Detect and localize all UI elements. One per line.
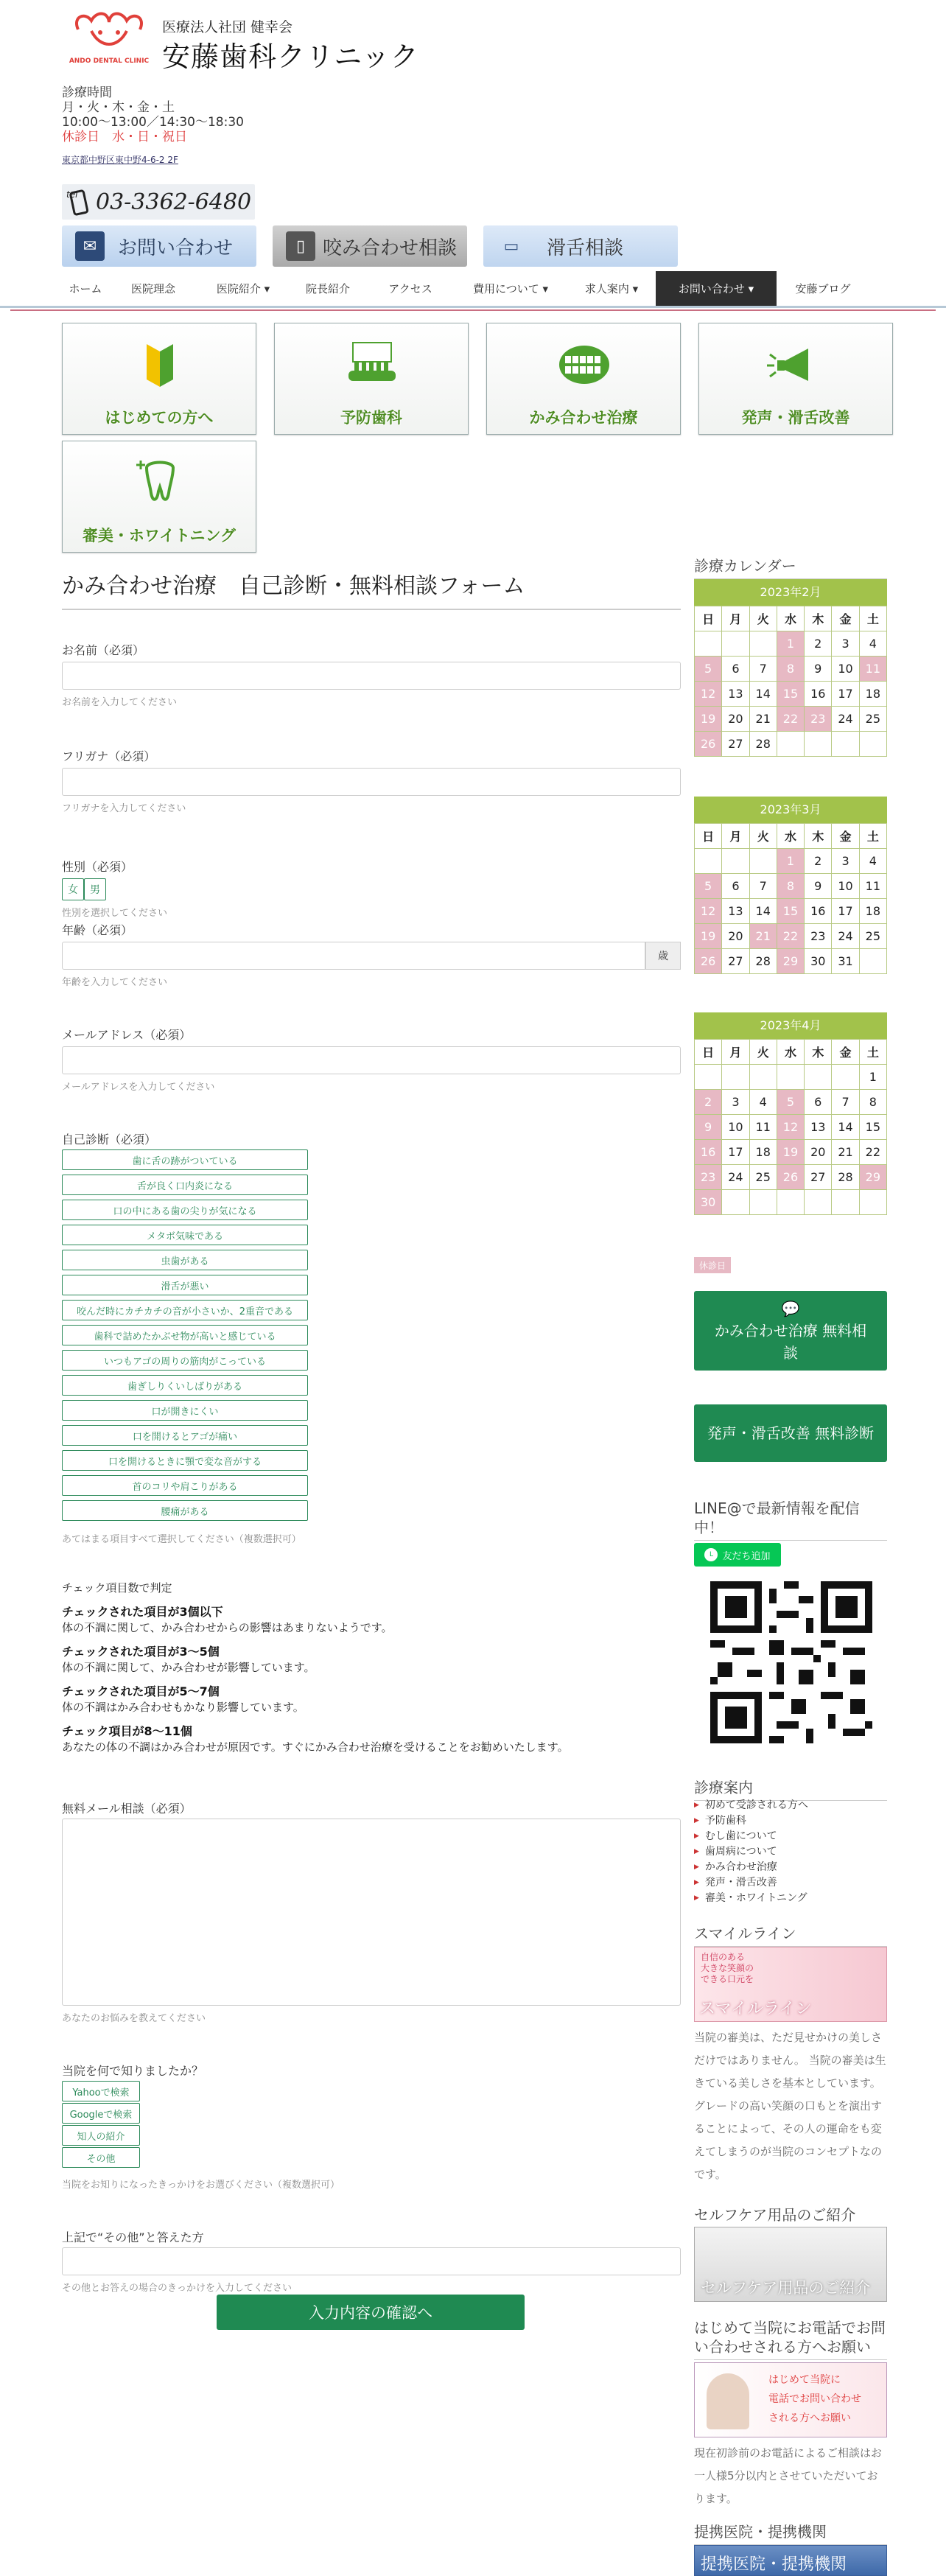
calendar-day: 29 [859, 1165, 886, 1190]
line-qr-code[interactable] [710, 1581, 872, 1743]
source-option[interactable]: Yahooで検索 [62, 2081, 140, 2101]
calendar-day: 9 [805, 874, 832, 899]
calendar-day: 17 [832, 899, 859, 924]
weekday-header: 火 [749, 606, 777, 631]
logo-text: ANDO DENTAL CLINIC [69, 57, 150, 65]
calendar-day: 7 [749, 657, 777, 682]
weekday-header: 日 [695, 606, 722, 631]
calendar-day [695, 849, 722, 874]
tile-speech[interactable]: 発声・滑舌改善 [698, 323, 893, 435]
megaphone-icon [767, 340, 826, 390]
calendar-day: 14 [749, 682, 777, 707]
calendar-day: 16 [695, 1140, 722, 1165]
menu-item[interactable]: ▶ 予防歯科 [694, 1813, 808, 1829]
submit-button[interactable]: 入力内容の確認へ [217, 2295, 525, 2330]
teeth-icon [555, 340, 614, 390]
nav-director[interactable]: 院長紹介 [305, 282, 350, 295]
calendar-day: 4 [859, 849, 886, 874]
calendar-day: 29 [777, 949, 804, 974]
weekday-header: 月 [722, 1040, 749, 1065]
menu-item[interactable]: ▶ 発声・滑舌改善 [694, 1875, 808, 1891]
calendar-day [805, 1065, 832, 1090]
nav-contact[interactable]: お問い合わせ ▾ [656, 271, 777, 306]
beginner-mark-icon [130, 340, 189, 390]
name-input[interactable] [62, 662, 681, 690]
calendar-day [777, 1065, 804, 1090]
diag-option[interactable]: 首のコリや肩こりがある [62, 1475, 308, 1496]
calendar-day: 7 [832, 1090, 859, 1115]
source-label: 当院を何で知りましたか？ [62, 2064, 204, 2078]
mail-icon: ✉ [75, 231, 105, 261]
calendar-day: 24 [832, 707, 859, 732]
calendar-day: 23 [805, 707, 832, 732]
calendar-day: 15 [777, 682, 804, 707]
weekday-header: 木 [805, 1040, 832, 1065]
name-label: お名前（必須） [62, 643, 145, 657]
calendar-day: 5 [777, 1090, 804, 1115]
mail-label: 無料メール相談（必須） [62, 1802, 192, 1816]
line-heading: LINE@で最新情報を配信中！ [694, 1499, 887, 1541]
calendar-day: 20 [722, 707, 749, 732]
calendar-day: 4 [859, 631, 886, 657]
calendar-day: 9 [695, 1115, 722, 1140]
calendar-day [695, 631, 722, 657]
source-option[interactable]: 知人の紹介 [62, 2125, 140, 2146]
source-checklist [62, 2081, 140, 2169]
partner-banner[interactable]: 提携医院・提携機関 [694, 2545, 887, 2576]
calendar-day: 5 [695, 874, 722, 899]
calendar-day [805, 732, 832, 757]
calendar-day: 1 [859, 1065, 886, 1090]
calendar-day: 28 [749, 732, 777, 757]
calendar-day [722, 1065, 749, 1090]
calendar-day [722, 1190, 749, 1215]
diag-option[interactable]: 虫歯がある [62, 1250, 308, 1270]
calendar-day: 19 [777, 1140, 804, 1165]
clinic-corporation: 医療法人社団 健幸会 [162, 19, 293, 35]
calendar-day: 16 [805, 899, 832, 924]
nav-home[interactable]: ホーム [69, 282, 102, 295]
global-nav [0, 271, 946, 308]
calendar-day: 12 [695, 899, 722, 924]
calendar-day: 10 [832, 657, 859, 682]
age-input[interactable] [62, 942, 645, 970]
calendar-day [749, 631, 777, 657]
calendar-table [694, 1012, 887, 1215]
calendar-day: 27 [805, 1165, 832, 1190]
hours-label: 診療時間 [62, 85, 112, 100]
svg-text:tel: tel [66, 189, 78, 200]
selfcare-banner[interactable]: セルフケア用品のご紹介 [694, 2227, 887, 2302]
chat-bubble-icon: ▭ [503, 237, 519, 256]
gender-label: 性別（必須） [62, 860, 133, 874]
calendar-day [832, 1065, 859, 1090]
calendar-day: 14 [832, 1115, 859, 1140]
calendar-day [832, 1190, 859, 1215]
calendar-day: 11 [859, 657, 886, 682]
email-label: メールアドレス（必須） [62, 1028, 192, 1042]
calendar-month: 2023年3月 [694, 797, 887, 823]
calendar-table [694, 797, 887, 974]
diag-option[interactable]: 口が開きにくい [62, 1400, 308, 1421]
nav-blog[interactable]: 安藤ブログ [795, 282, 851, 295]
weekday-header: 火 [749, 824, 777, 849]
contact-button[interactable]: ✉ お問い合わせ [62, 225, 256, 267]
weekday-header: 水 [777, 606, 804, 631]
calendar-day: 8 [777, 657, 804, 682]
calendar-day [749, 1190, 777, 1215]
kana-label: フリガナ（必須） [62, 749, 156, 763]
diag-option[interactable]: 口を開けるときに顎で変な音がする [62, 1450, 308, 1471]
smile-text: 当院の審美は、ただ見せかけの美しさだけではありません。 当院の審美は生きている美しさを基本としています。 グレードの高い笑顔の口もとを演出することによって、その人の運命をも変えてしまうのが当院のコンセプトなのです。 [694, 2031, 886, 2181]
diag-option[interactable]: 歯ぎしりくいしばりがある [62, 1375, 308, 1396]
calendar-day: 6 [722, 874, 749, 899]
calendar-day: 8 [777, 874, 804, 899]
diag-checklist [62, 1149, 308, 1525]
calendar-day [805, 1190, 832, 1215]
clinic-logo[interactable] [65, 9, 153, 71]
calendar-day: 5 [695, 657, 722, 682]
calendar-day: 22 [777, 707, 804, 732]
kana-input[interactable] [62, 768, 681, 796]
diag-option[interactable]: 腰痛がある [62, 1500, 308, 1521]
calendar-day: 28 [832, 1165, 859, 1190]
hours-time: 10:00〜13:00／14:30〜18:30 [62, 115, 244, 130]
calendar-day: 3 [832, 849, 859, 874]
calendar-day: 30 [695, 1190, 722, 1215]
kana-help: フリガナを入力してください [62, 803, 186, 814]
selfcare-heading: セルフケア用品のご紹介 [694, 2203, 887, 2228]
nav-access[interactable]: アクセス [388, 282, 432, 295]
calendar-day: 21 [832, 1140, 859, 1165]
phone-notice-text: 現在初診前のお電話によるご相談はお一人様5分以内とさせていただいております。 [694, 2446, 883, 2505]
age-help: 年齢を入力してください [62, 977, 168, 988]
calendar-day: 25 [859, 707, 886, 732]
menu-item[interactable]: ▶ かみ合わせ治療 [694, 1860, 808, 1875]
tile-first-visit[interactable]: はじめての方へ [62, 323, 256, 435]
diag-option[interactable]: メタボ気味である [62, 1225, 308, 1245]
calendar-day: 6 [722, 657, 749, 682]
calendar-month: 2023年4月 [694, 1012, 887, 1039]
calendar-day: 26 [695, 732, 722, 757]
weekday-header: 日 [695, 824, 722, 849]
nav-fees[interactable]: 費用について ▾ [473, 282, 548, 295]
calendar-day: 12 [695, 682, 722, 707]
form-title: かみ合わせ治療 自己診断・無料相談フォーム [62, 567, 681, 610]
diag-option[interactable]: 歯に舌の跡がついている [62, 1149, 308, 1170]
source-option[interactable]: Googleで検索 [62, 2103, 140, 2124]
calendar-day [832, 732, 859, 757]
diag-label: 自己診断（必須） [62, 1133, 157, 1147]
calendar-day: 19 [695, 707, 722, 732]
calendar-day: 17 [832, 682, 859, 707]
calendar-day: 8 [859, 1090, 886, 1115]
calendar-day [749, 849, 777, 874]
speech-free-diagnosis-button[interactable]: 発声・滑舌改善 無料診断 [694, 1404, 887, 1462]
weekday-header: 月 [722, 606, 749, 631]
nav-recruit[interactable]: 求人案内 ▾ [584, 282, 639, 295]
calendar-day: 16 [805, 682, 832, 707]
weekday-header: 土 [859, 824, 886, 849]
judge-item: チェックされた項目が5〜7個 体の不調はかみ合わせもかなり影響しています。 [62, 1684, 304, 1714]
name-help: お名前を入力してください [62, 697, 178, 708]
calendar-month: 2023年2月 [694, 579, 887, 606]
menu-item[interactable]: ▶ 審美・ホワイトニング [694, 1891, 808, 1906]
calendar-day: 30 [805, 949, 832, 974]
calendar-day [695, 1065, 722, 1090]
calendar-day [777, 1190, 804, 1215]
weekday-header: 月 [722, 824, 749, 849]
calendar-day: 7 [749, 874, 777, 899]
judge-item: チェックされた項目が3個以下 体の不調に関して、かみ合わせからの影響はあまりないようです。 [62, 1605, 393, 1634]
other-help: その他とお答えの場合のきっかけを入力してください [62, 2283, 292, 2294]
line-add-friend-button[interactable]: L 友だち追加 [694, 1543, 781, 1567]
weekday-header: 水 [777, 824, 804, 849]
mail-textarea[interactable] [62, 1819, 681, 2006]
calendar-day [749, 1065, 777, 1090]
other-label: 上記で“その他”と答えた方 [62, 2230, 204, 2244]
calendar-day: 24 [722, 1165, 749, 1190]
weekday-header: 火 [749, 1040, 777, 1065]
calendar-day: 9 [805, 657, 832, 682]
phone-icon [66, 187, 91, 217]
gender-help: 性別を選択してください [62, 908, 168, 919]
weekday-header: 金 [832, 824, 859, 849]
diag-option[interactable]: 咬んだ時にカチカチの音が小さいか、2重音である [62, 1300, 308, 1320]
calendar-day: 17 [722, 1140, 749, 1165]
calendar-day: 23 [805, 924, 832, 949]
clinic-name[interactable]: 安藤歯科クリニック [162, 41, 419, 73]
calendar-heading: 診療カレンダー [694, 554, 887, 579]
calendar-day: 13 [722, 899, 749, 924]
toothbrush-icon [343, 340, 402, 390]
calendar-day: 10 [722, 1115, 749, 1140]
calendar-day: 26 [777, 1165, 804, 1190]
calendar-day: 3 [832, 631, 859, 657]
calendar-day [859, 1190, 886, 1215]
calendar-day: 15 [859, 1115, 886, 1140]
calendar-day: 2 [805, 849, 832, 874]
weekday-header: 土 [859, 606, 886, 631]
calendar-day [722, 849, 749, 874]
phone-notice-heading: はじめて当院にお電話でお問い合わせされる方へお願い [694, 2318, 887, 2360]
tile-whitening[interactable]: 審美・ホワイトニング [62, 441, 256, 553]
sparkling-tooth-icon [130, 458, 189, 508]
calendar-day: 10 [832, 874, 859, 899]
bite-free-consult-button[interactable]: 💬 かみ合わせ治療 無料相談 [694, 1291, 887, 1371]
calendar-day: 23 [695, 1165, 722, 1190]
calendar-day: 28 [749, 949, 777, 974]
partner-heading: 提携医院・提携機関 [694, 2520, 887, 2545]
calendar-day: 1 [777, 631, 804, 657]
age-label: 年齢（必須） [62, 923, 133, 937]
menu-item[interactable]: ▶ 歯周病について [694, 1844, 808, 1860]
calendar-day: 19 [695, 924, 722, 949]
calendar-day: 20 [722, 924, 749, 949]
weekday-header: 金 [832, 1040, 859, 1065]
menu-item[interactable]: ▶ むし歯について [694, 1829, 808, 1844]
calendar-day: 26 [695, 949, 722, 974]
calendar-day: 4 [749, 1090, 777, 1115]
holiday-legend: 休診日 [694, 1257, 731, 1273]
calendar-day [722, 631, 749, 657]
calendar-day: 21 [749, 924, 777, 949]
calendar-day: 13 [805, 1115, 832, 1140]
calendar-day: 18 [859, 682, 886, 707]
office-hours [62, 85, 244, 144]
chat-icon: 💬 [781, 1300, 800, 1317]
phone-notice-banner[interactable]: はじめて当院に 電話でお問い合わせ される方へお願い [694, 2362, 887, 2437]
smile-heading: スマイルライン [694, 1922, 887, 1947]
closed-days: 休診日 水・日・祝日 [62, 130, 187, 144]
calendar-day: 18 [749, 1140, 777, 1165]
treatment-menu [694, 1798, 808, 1906]
calendar-day: 20 [805, 1140, 832, 1165]
calendar-day: 11 [859, 874, 886, 899]
diag-option[interactable]: 歯科で詰めたかぶせ物が高いと感じている [62, 1325, 308, 1345]
nav-clinic-intro[interactable]: 医院紹介 ▾ [216, 282, 270, 295]
weekday-header: 金 [832, 606, 859, 631]
judge-item: チェックされた項目が3〜5個 体の不調に関して、かみ合わせが影響しています。 [62, 1645, 315, 1674]
nav-philosophy[interactable]: 医院理念 [130, 282, 175, 295]
source-help: 当院をお知りになったきっかけをお選びください（複数選択可） [62, 2180, 340, 2191]
calendar-day: 12 [777, 1115, 804, 1140]
calendar-day: 14 [749, 899, 777, 924]
calendar-day: 2 [805, 631, 832, 657]
calendar-day [859, 732, 886, 757]
weekday-header: 木 [805, 824, 832, 849]
calendar-day: 31 [832, 949, 859, 974]
calendar-day: 27 [722, 732, 749, 757]
calendar-day: 11 [749, 1115, 777, 1140]
calendar-day [777, 732, 804, 757]
tongue-consult-button[interactable]: ▭ 滑舌相談 [483, 225, 678, 267]
tile-prevention[interactable]: 予防歯科 [274, 323, 469, 435]
address-link[interactable]: 東京都中野区東中野4-6-2 2F [62, 155, 178, 165]
judge-title: チェック項目数で判定 [62, 1581, 172, 1595]
calendar-day: 24 [832, 924, 859, 949]
weekday-header: 木 [805, 606, 832, 631]
calendar-day: 18 [859, 899, 886, 924]
other-input[interactable] [62, 2247, 681, 2275]
weekday-header: 土 [859, 1040, 886, 1065]
calendar-day: 22 [859, 1140, 886, 1165]
hours-days: 月・火・木・金・土 [62, 100, 175, 115]
calendar-day: 1 [777, 849, 804, 874]
line-icon: L [704, 1548, 718, 1561]
calendar-day: 27 [722, 949, 749, 974]
gender-female-option[interactable]: 女 [62, 878, 84, 900]
tile-bite-treatment[interactable]: かみ合わせ治療 [486, 323, 681, 435]
mail-help: あなたのお悩みを教えてください [62, 2013, 206, 2024]
calendar-day: 13 [722, 682, 749, 707]
phone-number: 03-3362-6480 [96, 189, 252, 215]
calendar-day: 3 [722, 1090, 749, 1115]
calendar-day: 21 [749, 707, 777, 732]
calendar-table [694, 579, 887, 757]
diag-option[interactable]: 滑舌が悪い [62, 1275, 308, 1295]
woman-photo [707, 2373, 749, 2429]
diag-option[interactable]: 口を開けるとアゴが痛い [62, 1425, 308, 1446]
diag-help: あてはまる項目すべて選択してください（複数選択可） [62, 1534, 301, 1545]
calendar-day: 15 [777, 899, 804, 924]
diag-option[interactable]: 舌が良く口内炎になる [62, 1175, 308, 1195]
calendar-day [859, 949, 886, 974]
menu-item[interactable]: ▶ 初めて受診される方へ [694, 1798, 808, 1813]
calendars [694, 579, 887, 1253]
source-option[interactable]: その他 [62, 2147, 140, 2168]
judge-section [62, 1580, 681, 1754]
weekday-header: 水 [777, 1040, 804, 1065]
phone-number-box[interactable] [62, 184, 255, 220]
calendar-day: 22 [777, 924, 804, 949]
menu-heading: 診療案内 [694, 1776, 887, 1801]
mobile-chat-icon: ▯ [286, 231, 315, 261]
email-input[interactable] [62, 1046, 681, 1074]
nav-divider [10, 309, 936, 311]
diag-option[interactable]: 口の中にある歯の尖りが気になる [62, 1200, 308, 1220]
email-help: メールアドレスを入力してください [62, 1082, 215, 1093]
diag-option[interactable]: いつもアゴの周りの筋肉がこっている [62, 1350, 308, 1371]
judge-item: チェック項目が8〜11個 あなたの体の不調はかみ合わせが原因です。すぐにかみ合わせ治療を受けることをお勧めいたします。 [62, 1724, 569, 1754]
calendar-day: 25 [749, 1165, 777, 1190]
calendar-day: 2 [695, 1090, 722, 1115]
calendar-day: 6 [805, 1090, 832, 1115]
bite-consult-button[interactable]: ▯ 咬み合わせ相談 [273, 225, 467, 267]
smile-line-banner[interactable]: 自信のある 大きな笑顔の できる口元を スマイルライン [694, 1947, 887, 2022]
gender-male-option[interactable]: 男 [84, 878, 106, 900]
calendar-day: 25 [859, 924, 886, 949]
age-unit: 歳 [645, 942, 681, 970]
weekday-header: 日 [695, 1040, 722, 1065]
